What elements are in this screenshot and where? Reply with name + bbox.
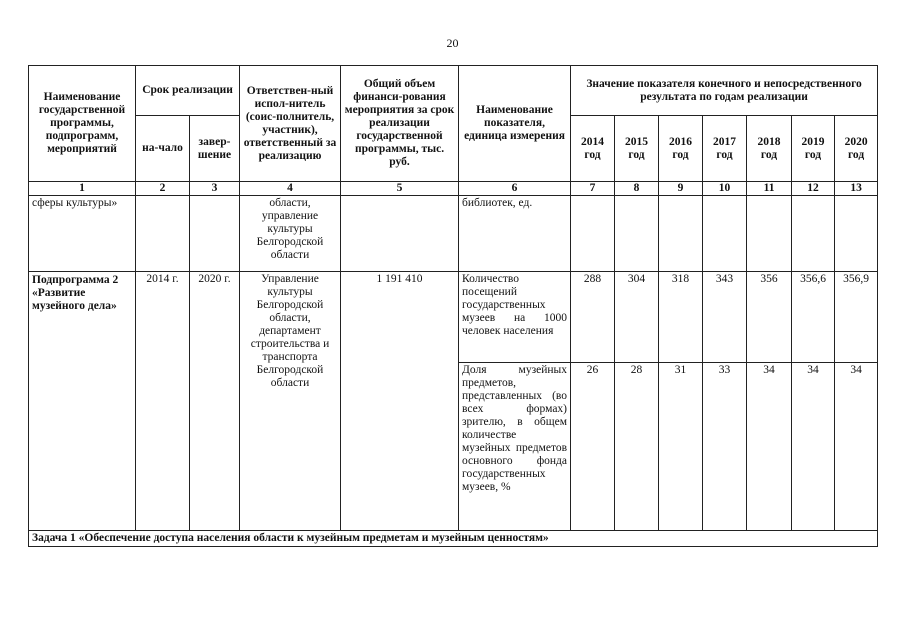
- column-number: 4: [240, 182, 341, 196]
- header-year: 2018 год: [747, 116, 792, 182]
- continuation-responsible: области, управление культуры Белгородской области: [240, 196, 341, 272]
- header-start: на-чало: [136, 116, 190, 182]
- indicator-value: 356: [747, 272, 792, 363]
- column-number: 10: [703, 182, 747, 196]
- subprogram-row: [29, 272, 878, 363]
- indicator-value: 34: [747, 363, 792, 531]
- column-numbers-row: [29, 182, 878, 196]
- task-row: [29, 531, 878, 547]
- header-year: 2014 год: [571, 116, 615, 182]
- indicator-value: 356,6: [792, 272, 835, 363]
- indicator-value: 34: [835, 363, 878, 531]
- subprogram-name: Подпрограмма 2 «Развитие музейного дела»: [32, 274, 119, 312]
- indicator-value: 288: [571, 272, 615, 363]
- subprogram-responsible: Управление культуры Белгородской области, департамент строительства и транспорта Белгородской области: [240, 272, 341, 531]
- column-number: 11: [747, 182, 792, 196]
- subprogram-volume: 1 191 410: [341, 272, 459, 531]
- header-indicator: Наименование показателя, единица измерения: [459, 66, 571, 182]
- column-number: 6: [459, 182, 571, 196]
- column-number: 1: [29, 182, 136, 196]
- continuation-name: сферы культуры»: [29, 196, 136, 272]
- column-number: 9: [659, 182, 703, 196]
- header-end: завер-шение: [190, 116, 240, 182]
- column-number: 12: [792, 182, 835, 196]
- indicator-value: 343: [703, 272, 747, 363]
- indicator-value: 318: [659, 272, 703, 363]
- column-number: 3: [190, 182, 240, 196]
- program-table: [28, 65, 878, 547]
- continuation-row: [29, 196, 878, 272]
- indicator-value: 26: [571, 363, 615, 531]
- indicator-value: 34: [792, 363, 835, 531]
- indicator-value: 304: [615, 272, 659, 363]
- indicator-name: Количество посещений государственных музеев на 1000 человек населения: [459, 272, 571, 363]
- header-year: 2019 год: [792, 116, 835, 182]
- indicator-value: 28: [615, 363, 659, 531]
- column-number: 8: [615, 182, 659, 196]
- continuation-indicator: библиотек, ед.: [459, 196, 571, 272]
- column-number: 2: [136, 182, 190, 196]
- header-term: Срок реализации: [136, 66, 240, 116]
- subprogram-start: 2014 г.: [136, 272, 190, 531]
- indicator-value: 33: [703, 363, 747, 531]
- page-number: 20: [446, 36, 459, 50]
- column-number: 13: [835, 182, 878, 196]
- header-name: Наименование государственной программы, подпрограмм, мероприятий: [29, 66, 136, 182]
- header-responsible: Ответствен-ный испол-нитель (соис-полнитель, участник), ответственный за реализацию: [240, 66, 341, 182]
- header-values-title: Значение показателя конечного и непосредственного результата по годам реализации: [571, 66, 878, 116]
- header-year: 2017 год: [703, 116, 747, 182]
- indicator-name: Доля музейных предметов, представленных (во всех формах) зрителю, в общем количестве музейных предметов основного фонда государственных музеев, %: [459, 363, 571, 531]
- header-year: 2015 год: [615, 116, 659, 182]
- indicator-value: 31: [659, 363, 703, 531]
- subprogram-end: 2020 г.: [190, 272, 240, 531]
- indicator-value: 356,9: [835, 272, 878, 363]
- column-number: 7: [571, 182, 615, 196]
- column-number: 5: [341, 182, 459, 196]
- header-year: 2016 год: [659, 116, 703, 182]
- header-year: 2020 год: [835, 116, 878, 182]
- task-title: Задача 1 «Обеспечение доступа населения области к музейным предметам и музейным ценностям»: [29, 531, 878, 547]
- header-volume: Общий объем финанси-рования мероприятия за срок реализации государственной программы, тыс. руб.: [341, 66, 459, 182]
